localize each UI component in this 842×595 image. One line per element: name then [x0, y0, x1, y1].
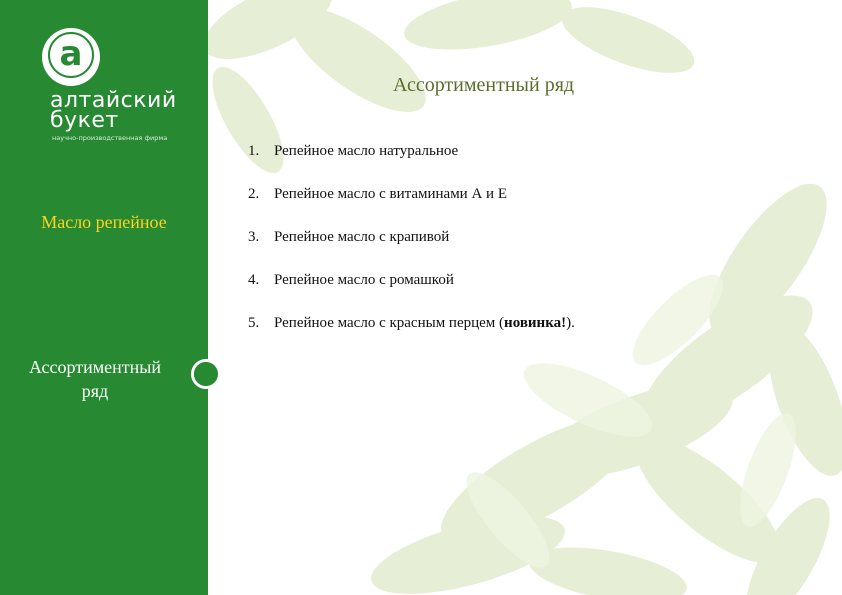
- logo-letter: a: [59, 34, 83, 74]
- list-item-text: Репейное масло с красным перцем (: [274, 315, 505, 331]
- section-label: [0, 355, 190, 403]
- list-item-number: 4.: [248, 272, 260, 288]
- list-item: [248, 143, 575, 186]
- list-item-text: Репейное масло натуральное: [274, 143, 459, 159]
- list-item-text: Репейное масло с ромашкой: [274, 272, 454, 288]
- section-label-line2: ряд: [81, 381, 109, 401]
- list-item-number: 3.: [248, 229, 260, 245]
- brand-logo: [40, 28, 190, 148]
- list-item-suffix: ).: [566, 315, 575, 331]
- list-item: [248, 229, 575, 272]
- list-item: [248, 186, 575, 229]
- list-item-number: 5.: [248, 315, 260, 331]
- product-list: [248, 143, 575, 358]
- leaf-shape: [400, 0, 576, 60]
- brand-tagline: научно-производственная фирма: [52, 134, 168, 142]
- list-item: [248, 272, 575, 315]
- list-item-text: Репейное масло с крапивой: [274, 229, 450, 245]
- logo-circle: [42, 28, 100, 86]
- list-item-number: 2.: [248, 186, 260, 202]
- list-item: [248, 315, 575, 358]
- leaf-shape: [554, 0, 702, 86]
- brand-name-line1: алтайский: [50, 88, 177, 113]
- sidebar: [0, 0, 208, 595]
- section-label-line1: Ассортиментный: [28, 357, 162, 377]
- list-item-text: Репейное масло с витаминами А и Е: [274, 186, 507, 202]
- new-badge: новинка!: [504, 315, 567, 331]
- brand-name-line2: букет: [50, 108, 119, 133]
- page-title: Ассортиментный ряд: [393, 74, 575, 96]
- list-item-number: 1.: [248, 143, 260, 159]
- product-name: Масло репейное: [41, 212, 167, 232]
